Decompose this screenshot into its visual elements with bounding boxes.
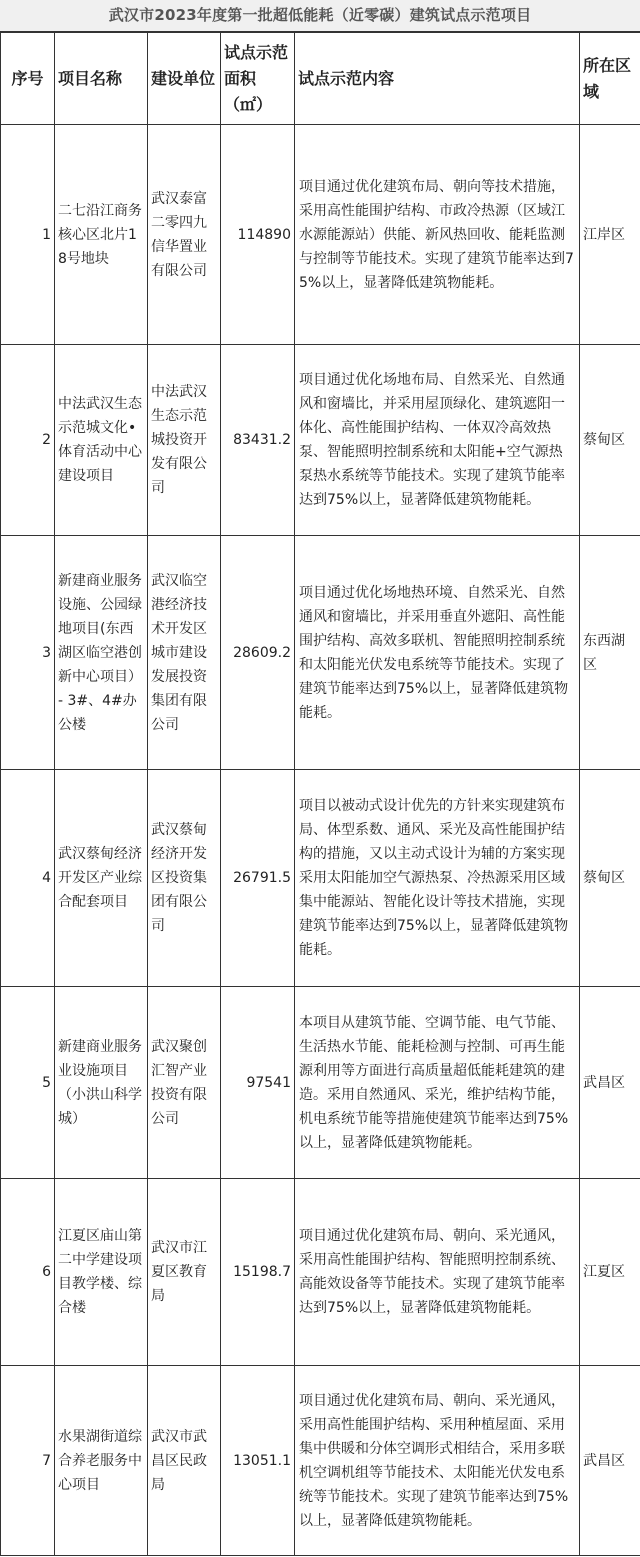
header-index: 序号 [1,33,55,125]
row-area: 13051.1 [221,1366,295,1556]
row-project-name: 中法武汉生态示范城文化•体育活动中心建设项目 [55,345,148,536]
row-construction-unit: 武汉市武昌区民政局 [148,1366,221,1556]
row-content: 项目以被动式设计优先的方针来实现建筑布局、体型系数、通风、采光及高性能围护结构的措施，又以主动式设计为辅的方案实现采用太阳能加空气源热泵、冷热源采用区域集中能源站、智能化设计等技术措施，实现建筑节能率达到75%以上，显著降低建筑物能耗。 [295,770,580,987]
row-content: 项目通过优化场地布局、自然采光、自然通风和窗墙比，并采用屋顶绿化、建筑遮阳一体化、高性能围护结构、一体双冷高效热泵、智能照明控制系统和太阳能+空气源热泵热水系统等节能技术。实现了建筑节能率达到75%以上，显著降低建筑物能耗。 [295,345,580,536]
row-content: 本项目从建筑节能、空调节能、电气节能、生活热水节能、能耗检测与控制、可再生能源利用等方面进行高质量超低能耗建筑的建造。采用自然通风、采光，维护结构节能，机电系统节能等措施使建筑节能率达到75%以上，显著降低建筑物能耗。 [295,987,580,1179]
row-construction-unit: 武汉泰富二零四九信华置业有限公司 [148,125,221,345]
table-row [1,1366,640,1556]
table-row [1,125,640,345]
row-area: 83431.2 [221,345,295,536]
row-district: 东西湖区 [580,536,640,770]
table-row [1,345,640,536]
table-title: 武汉市2023年度第一批超低能耗（近零碳）建筑试点示范项目 [0,0,640,32]
row-project-name: 水果湖街道综合养老服务中心项目 [55,1366,148,1556]
row-content: 项目通过优化建筑布局、朝向等技术措施，采用高性能围护结构、市政冷热源（区域江水源能源站）供能、新风热回收、能耗监测与控制等节能技术。实现了建筑节能率达到75%以上，显著降低建筑物能耗。 [295,125,580,345]
row-district: 江岸区 [580,125,640,345]
row-index: 2 [1,345,55,536]
row-project-name: 武汉蔡甸经济开发区产业综合配套项目 [55,770,148,987]
row-project-name: 新建商业服务设施、公园绿地项目(东西湖区临空港创新中心项目）- 3#、4#办公楼 [55,536,148,770]
row-content: 项目通过优化建筑布局、朝向、采光通风，采用高性能围护结构、智能照明控制系统、高能效设备等节能技术。实现了建筑节能率达到75%以上，显著降低建筑物能耗。 [295,1179,580,1366]
row-construction-unit: 武汉蔡甸经济开发区投资集团有限公司 [148,770,221,987]
row-area: 97541 [221,987,295,1179]
row-index: 1 [1,125,55,345]
project-table [0,32,640,1556]
header-district: 所在区域 [580,33,640,125]
row-area: 114890 [221,125,295,345]
row-construction-unit: 武汉聚创汇智产业投资有限公司 [148,987,221,1179]
header-content: 试点示范内容 [295,33,580,125]
row-district: 江夏区 [580,1179,640,1366]
row-index: 3 [1,536,55,770]
row-project-name: 江夏区庙山第二中学建设项目教学楼、综合楼 [55,1179,148,1366]
table-row [1,770,640,987]
row-area: 28609.2 [221,536,295,770]
table-header-row [1,33,640,125]
row-construction-unit: 中法武汉生态示范城投资开发有限公司 [148,345,221,536]
row-construction-unit: 武汉临空港经济技术开发区城市建设发展投资集团有限公司 [148,536,221,770]
row-index: 7 [1,1366,55,1556]
row-content: 项目通过优化建筑布局、朝向、采光通风，采用高性能围护结构、采用种植屋面、采用集中供暖和分体空调形式相结合，采用多联机空调机组等节能技术、太阳能光伏发电系统等节能技术。实现了建筑节能率达到75%以上，显著降低建筑物能耗。 [295,1366,580,1556]
row-content: 项目通过优化场地热环境、自然采光、自然通风和窗墙比，并采用垂直外遮阳、高性能围护结构、高效多联机、智能照明控制系统和太阳能光伏发电系统等节能技术。实现了建筑节能率达到75%以上，显著降低建筑物能耗。 [295,536,580,770]
row-area: 26791.5 [221,770,295,987]
row-project-name: 二七沿江商务核心区北片18号地块 [55,125,148,345]
row-district: 蔡甸区 [580,770,640,987]
table-row [1,536,640,770]
row-district: 武昌区 [580,987,640,1179]
row-index: 6 [1,1179,55,1366]
row-index: 4 [1,770,55,987]
row-area: 15198.7 [221,1179,295,1366]
row-index: 5 [1,987,55,1179]
row-district: 武昌区 [580,1366,640,1556]
row-district: 蔡甸区 [580,345,640,536]
header-area: 试点示范面积（㎡） [221,33,295,125]
header-construction-unit: 建设单位 [148,33,221,125]
header-project-name: 项目名称 [55,33,148,125]
table-row [1,1179,640,1366]
row-project-name: 新建商业服务业设施项目（小洪山科学城） [55,987,148,1179]
table-row [1,987,640,1179]
row-construction-unit: 武汉市江夏区教育局 [148,1179,221,1366]
